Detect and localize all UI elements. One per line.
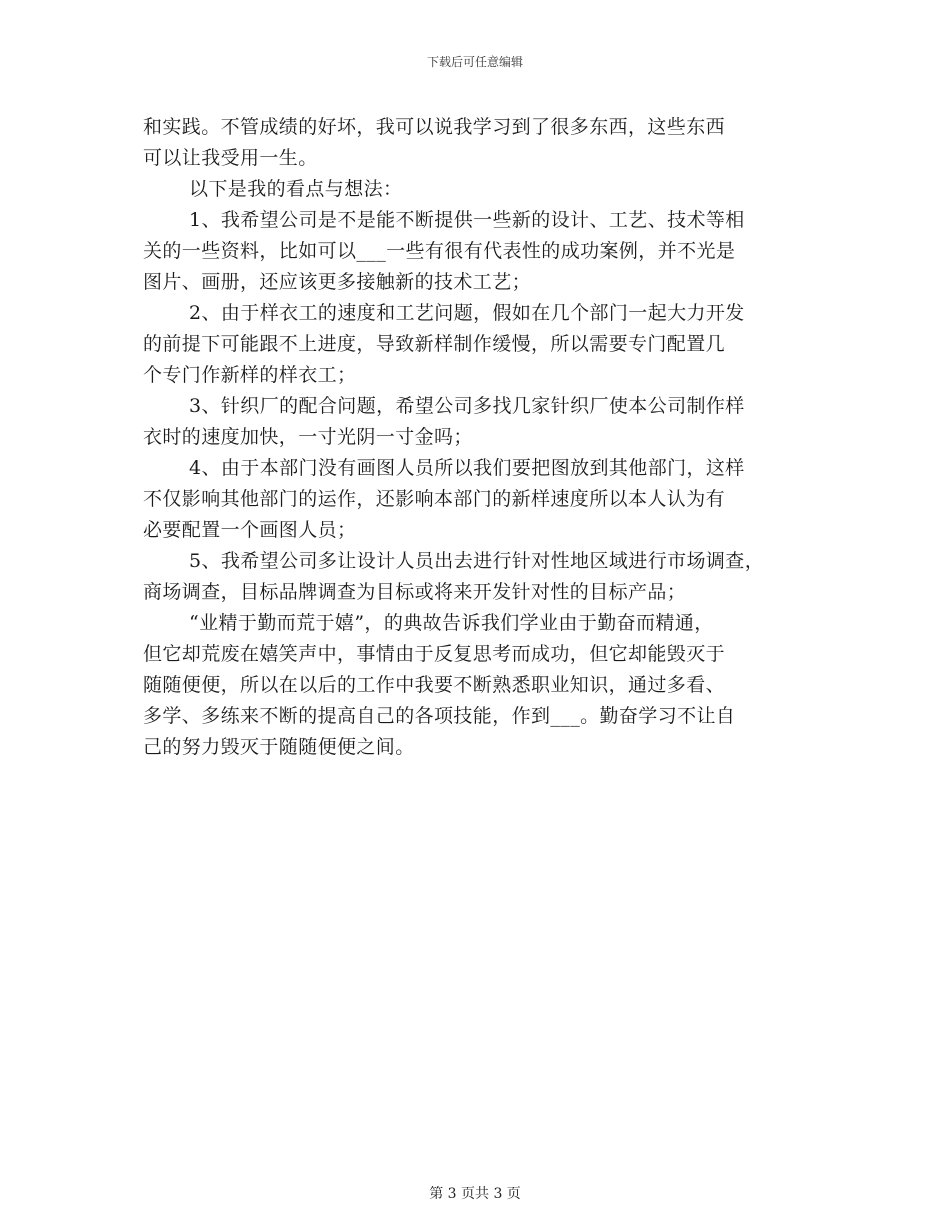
text-line: 己的努力毁灭于随随便便之间。 <box>143 736 415 758</box>
text-line: 个专门作新样的样衣工； <box>143 364 357 386</box>
text-line: 可以让我受用一生。 <box>143 147 318 169</box>
text-line: 衣时的速度加快，一寸光阴一寸金吗； <box>143 426 473 448</box>
text-line: 但它却荒废在嬉笑声中，事情由于反复思考而成功，但它却能毁灭于 <box>143 643 726 665</box>
text-line: 的前提下可能跟不上进度，导致新样制作缓慢，所以需要专门配置几 <box>143 333 726 355</box>
text-line: 2、由于样衣工的速度和工艺问题，假如在几个部门一起大力开发 <box>189 302 745 324</box>
text-line: 图片、画册，还应该更多接触新的技术工艺； <box>143 271 532 293</box>
text-line: 3、针织厂的配合问题，希望公司多找几家针织厂使本公司制作样 <box>189 395 745 417</box>
text-line: 多学、多练来不断的提高自己的各项技能，作到___。勤奋学习不让自 <box>143 705 736 727</box>
text-line: 关的一些资料，比如可以___一些有很有代表性的成功案例，并不光是 <box>143 240 736 262</box>
text-line: 1、我希望公司是不是能不断提供一些新的设计、工艺、技术等相 <box>189 209 745 231</box>
document-body <box>143 112 823 763</box>
page-header: 下载后可任意编辑 <box>426 55 523 69</box>
text-line: 以下是我的看点与想法： <box>189 178 403 200</box>
text-line: 和实践。不管成绩的好坏，我可以说我学习到了很多东西，这些东西 <box>143 116 726 138</box>
text-line: 随随便便，所以在以后的工作中我要不断熟悉职业知识，通过多看、 <box>143 674 726 696</box>
page-footer: 第 3 页共 3 页 <box>429 1186 521 1202</box>
text-line: 不仅影响其他部门的运作，还影响本部门的新样速度所以本人认为有 <box>143 488 726 510</box>
text-line: 必要配置一个画图人员； <box>143 519 357 541</box>
text-line: 商场调查，目标品牌调查为目标或将来开发针对性的目标产品； <box>143 581 687 603</box>
text-line: 4、由于本部门没有画图人员所以我们要把图放到其他部门，这样 <box>189 457 745 479</box>
text-line: “业精于勤而荒于嬉”，的典故告诉我们学业由于勤奋而精通， <box>189 612 714 634</box>
text-line: 5、我希望公司多让设计人员出去进行针对性地区域进行市场调查， <box>189 550 765 572</box>
